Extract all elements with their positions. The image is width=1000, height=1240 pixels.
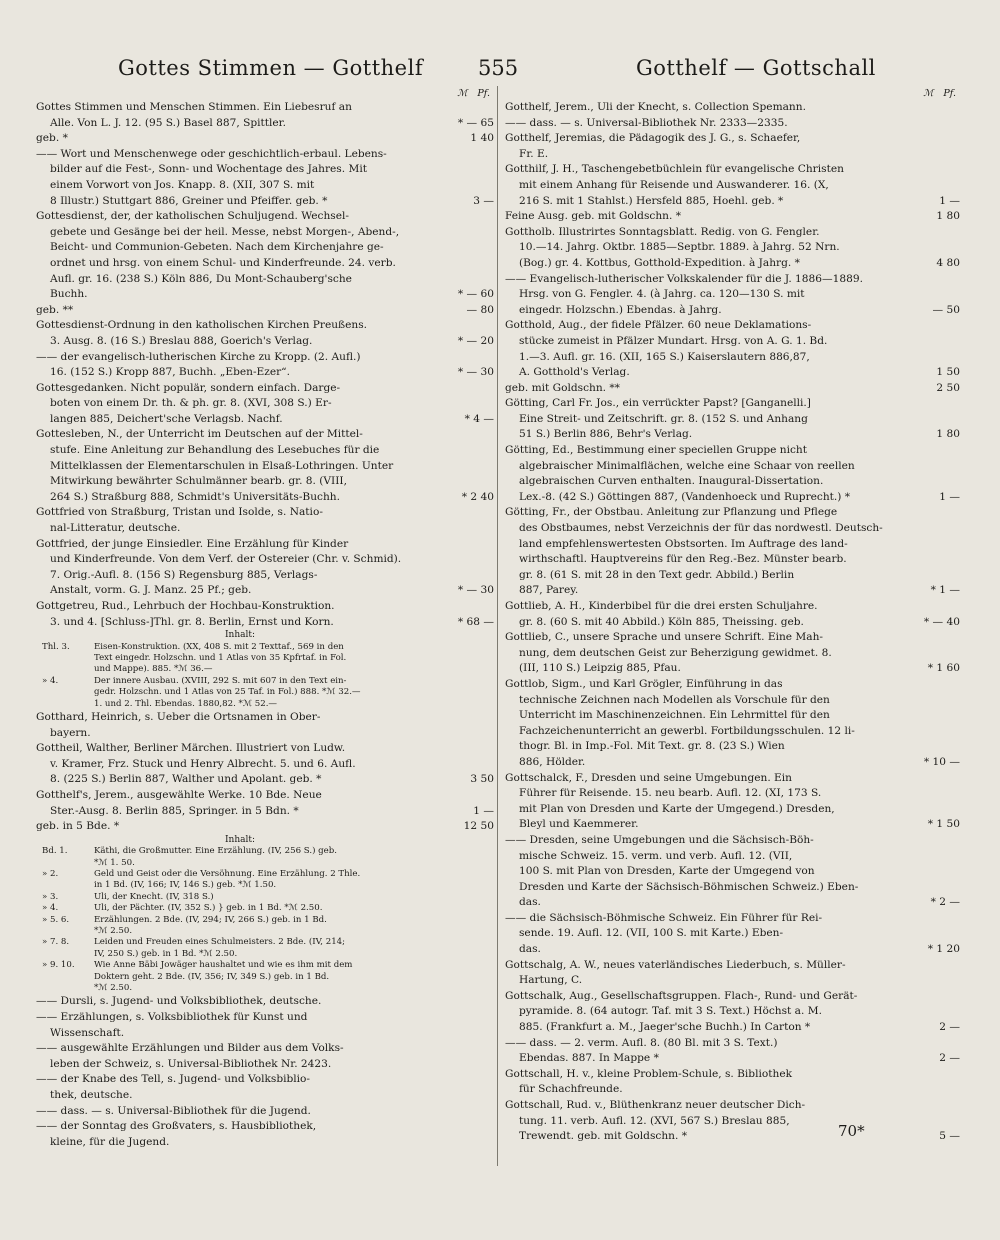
entry-price: * 1 50 [927,818,960,831]
entry-text: —— Erzählungen, s. Volksbibliothek für Kunst und Wissenschaft. [36,1011,308,1039]
running-head-left: Gottes Stimmen — Gotthelf [118,56,424,80]
entry-price: 1 50 [936,366,960,379]
entry-text: Gottesdienst-Ordnung in den katholischen Kirchen Preußens. 3. Ausg. 8. (16 S.) Breslau 888, Goerich's Verlag. [36,319,368,347]
entry-price: * — 20 [457,334,494,347]
entry-text: Gotthelf, Jerem., Uli der Knecht, s. Collection Spemann. [505,101,806,113]
catalog-entry [36,505,494,536]
entry-text: —— die Sächsisch-Böhmische Schweiz. Ein Führer für Rei- sende. 19. Aufl. 12. (VII, 100 S. mit Karte.) Eben- das. [505,911,823,956]
catalog-entry [505,1098,960,1145]
unit-mark: ℳ [457,88,468,99]
contents-row [42,892,438,903]
catalog-entry [505,1036,960,1067]
contents-block [36,835,494,995]
catalog-entry [505,396,960,443]
catalog-entry [36,788,494,819]
entry-text: geb. ** [36,303,74,316]
entry-text: geb. in 5 Bde. * [36,820,120,833]
entry-text: —— der Knabe des Tell, s. Jugend- und Volksbiblio- thek, deutsche. [36,1073,311,1102]
catalog-entry [36,350,494,381]
volume-number: » 7. 8. [42,937,70,948]
entry-price: * 2 40 [461,490,494,503]
volume-description: Käthi, die Großmutter. Eine Erzählung. (IV, 256 S.) geb. *ℳ 1. 50. [94,846,337,868]
catalog-entry [36,131,494,147]
entry-price: 1 80 [936,428,960,441]
volume-description: Geld und Geist oder die Versöhnung. Eine Erzählung. 2 Thle. in 1 Bd. (IV, 166; IV, 146 S.) geb. *ℳ 1.50. [94,869,361,891]
volume-number: » 5. 6. [42,914,70,925]
entry-price: 2 50 [936,381,960,394]
catalog-entry [505,318,960,380]
contents-row [42,960,438,994]
entry-price: * 4 — [464,412,494,425]
catalog-entry [36,381,494,428]
volume-number: Thl. 3. [42,641,70,652]
entry-text: Gottesleben, N., der Unterricht im Deutschen auf der Mittel- stufe. Eine Anleitung zur Behandlung des Lesebuches für die Mittelklassen der Elementarschulen in Elsaß-Lothringen. Unter Mitwirkung bewährter Schulmänner bearb. gr. 8. (VIII, 264 S.) Straßburg 888, Schmidt's Universitäts-Buchh. [36,428,394,503]
entry-text: —— dass. — 2. verm. Aufl. 8. (80 Bl. mit 3 S. Text.) Ebendas. 887. In Mappe * [505,1036,778,1065]
entry-text: Gottesdienst, der, der katholischen Schuljugend. Wechsel- gebete und Gesänge bei der heil. Messe, nebst Morgen-, Abend-, Beicht- und Communion-Gebeten. Nach dem Kirchenjahre ge- ordnet und hrsg. von einem Schul- und Kinderfreunde. 24. verb. Aufl. gr. 16. (238 S.) Köln 886, Du Mont-Schauberg'sche Buchh. [36,210,400,301]
catalog-entry [36,741,494,788]
entry-text: Gottlieb, C., unsere Sprache und unsere Schrift. Eine Mah- nung, dem deutschen Geist zur Beherzigung gewidmet. 8. (III, 110 S.) Leipzig 885, Pfau. [505,631,832,675]
catalog-entry [505,100,960,116]
catalog-entry [505,131,960,162]
entry-text: Gottschalck, F., Dresden und seine Umgebungen. Ein Führer für Reisende. 15. neu bearb. Aufl. 12. (XI, 173 S. mit Plan von Dresden und Karte der Umgegend.) Dresden, Bleyl und Kaemmerer. [505,771,835,831]
entry-text: Götting, Ed., Bestimmung einer speciellen Gruppe nicht algebraischer Minimalflächen, welche eine Schaar von reellen algebraischen Curven enthalten. Inaugural-Dissertation. Lex.-8. (42 S.) Göttingen 887, (Vandenhoeck und Ruprecht.) * [505,444,855,503]
catalog-entry [36,1072,494,1103]
catalog-entry [505,958,960,989]
volume-description: Eisen-Konstruktion. (XX, 408 S. mit 2 Texttaf., 569 in den Text eingedr. Holzschn. und 1 Atlas von 35 Kpfrtaf. in Fol. und Mappe). 885. *ℳ 36.— [94,641,347,675]
entry-text: —— Dresden, seine Umgebungen und die Sächsisch-Böh- mische Schweiz. 15. verm. und verb. Aufl. 12. (VII, 100 S. mit Plan von Dresden, Karte der Umgegend von Dresden und Karte der Sächsisch-Böhmischen Schweiz.) Eben- das. [505,833,859,909]
entry-group [36,100,494,630]
entry-text: geb. * [36,132,68,145]
entry-price: 12 50 [463,820,494,833]
entry-text: —— Wort und Menschenwege oder geschichtlich-erbaul. Lebens- bilder auf die Fest-, Sonn- und Wochentage des Jahres. Mit einem Vorwort von Jos. Knapp. 8. (XII, 307 S. mit 8 Illustr.) Stuttgart 886, Greiner und Pfeiffer. geb. * [36,147,387,207]
entry-price: 1 — [939,490,960,503]
entry-text: Gottschalk, Aug., Gesellschaftsgruppen. Flach-, Rund- und Gerät- pyramide. 8. (64 autogr. Taf. mit 3 S. Text.) Höchst a. M. 885. (Frankfurt a. M., Jaeger'sche Buchh.) In Carton * [505,989,858,1034]
entry-price: 5 — [939,1130,960,1143]
entry-price: 1 — [473,804,494,817]
catalog-entry [505,505,960,599]
volume-description: Erzählungen. 2 Bde. (IV, 294; IV, 266 S.) geb. in 1 Bd. *ℳ 2.50. [94,914,327,937]
catalog-entry [36,147,494,209]
catalog-entry [505,381,960,397]
unit-mark: ℳ [923,88,934,99]
volume-number: Bd. 1. [42,846,68,857]
signature-mark: 70* [838,1122,865,1140]
catalog-entry [36,1104,494,1120]
entry-text: Gottfried, der junge Einsiedler. Eine Erzählung für Kinder und Kinderfreunde. Von dem Verf. der Ostereier (Chr. v. Schmid). 7. Orig.-Aufl. 8. (156 S) Regensburg 885, Verlags- Anstalt, vorm. G. J. Manz. 25 Pf.; geb. [36,537,402,597]
volume-description: Wie Anne Bäbi Jowäger haushaltet und wie es ihm mit dem Doktern geht. 2 Bde. (IV, 356; IV, 349 S.) geb. in 1 Bd. *ℳ 2.50. [94,960,353,994]
volume-number: » 4. [42,903,59,914]
entry-text: Gottgetreu, Rud., Lehrbuch der Hochbau-Konstruktion. 3. und 4. [Schluss-]Thl. gr. 8. Berlin, Ernst und Korn. [36,600,335,628]
entry-text: —— ausgewählte Erzählungen und Bilder aus dem Volks- leben der Schweiz, s. Universal-Bibliothek Nr. 2423. [36,1042,344,1070]
entry-price: * 2 — [930,896,960,909]
entry-group [505,100,960,1145]
right-column [505,88,960,1145]
contents-row [42,915,438,938]
catalog-entry [505,989,960,1036]
contents-row [42,903,438,914]
volume-description: Uli, der Pächter. (IV, 352 S.) } geb. in 1 Bd. *ℳ 2.50. [94,903,323,914]
catalog-entry [36,1010,494,1041]
entry-text: Götting, Fr., der Obstbau. Anleitung zur Pflanzung und Pflege des Obstbaumes, nebst Verzeichnis der für das nordwestl. Deutsch- land empfehlenswertesten Obstsorten. Im Auftrage des land- wirthschaftl. Hauptvereins für den Reg.-Bez. Münster bearb. gr. 8. (61 S. mit 28 in den Text gedr. Abbild.) Berlin 887, Parey. [505,506,883,597]
catalog-entry [505,771,960,833]
volume-number [42,699,94,710]
entry-text: —— Dursli, s. Jugend- und Volksbibliothek, deutsche. [36,995,322,1008]
volume-number: » 3. [42,891,59,902]
catalog-entry [505,677,960,771]
entry-text: —— Evangelisch-lutherischer Volkskalender für die J. 1886—1889. Hrsg. von G. Fengler. 4. (à Jahrg. ca. 120—130 S. mit eingedr. Holzschn.) Ebendas. à Jahrg. [505,272,863,316]
entry-price: * 1 60 [927,662,960,675]
entry-price: * — 30 [457,366,494,379]
catalog-entry [505,116,960,132]
contents-row [42,642,438,676]
volume-number: » 2. [42,869,59,879]
catalog-entry [36,303,494,319]
volume-description: Uli, der Knecht. (IV, 318 S.) [94,891,214,902]
entry-text: Gottholb. Illustrirtes Sonntagsblatt. Redig. von G. Fengler. 10.—14. Jahrg. Oktbr. 1885—Septbr. 1889. à Jahrg. 52 Nrn. (Bog.) gr. 4. Kottbus, Gotthold-Expedition. à Jahrg. * [505,225,840,269]
contents-row [42,699,438,710]
entry-text: Gottlob, Sigm., und Karl Grögler, Einführung in das technische Zeichnen nach Modellen als Vorschule für den Unterricht im Maschinenzeichnen. Ein Lehrmittel für den Fachzeichenunterricht an gewerbl. Fortbildungsschulen. 12 li- thogr. Bl. in Imp.-Fol. Mit Text. gr. 8. (23 S.) Wien 886, Hölder. [505,677,855,768]
catalog-entry [505,272,960,319]
entry-text: Gottes Stimmen und Menschen Stimmen. Ein Liebesruf an Alle. Von L. J. 12. (95 S.) Basel 887, Spittler. [36,101,352,129]
entry-price: * — 40 [923,615,960,628]
unit-pf: Pf. [477,88,490,99]
entry-price: * 10 — [923,755,960,768]
volume-number: » 4. [42,675,59,686]
entry-price: 1 — [939,194,960,207]
column-divider [497,86,498,1166]
unit-pf: Pf. [943,88,956,99]
entry-text: Gotthelf, Jeremias, die Pädagogik des J. G., s. Schaefer, Fr. E. [505,132,801,160]
volume-description: 1. und 2. Thl. Ebendas. 1880,82. *ℳ 52.— [94,698,278,709]
catalog-entry [505,1067,960,1098]
contents-row [42,846,438,869]
catalog-entry [505,911,960,958]
entry-text: Gottschall, H. v., kleine Problem-Schule, s. Bibliothek für Schachfreunde. [505,1067,793,1096]
volume-description: Der innere Ausbau. (XVIII, 292 S. mit 607 in den Text ein- gedr. Holzschn. und 1 Atlas von 25 Taf. in Fol.) 888. *ℳ 32.— [94,675,361,698]
entry-text: Gottfried von Straßburg, Tristan und Isolde, s. Natio- nal-Litteratur, deutsche. [36,506,323,535]
contents-label: Inhalt: [224,834,256,845]
catalog-entry [36,318,494,349]
catalog-entry [36,599,494,630]
units-header [36,88,494,100]
entry-text: Gottesgedanken. Nicht populär, sondern einfach. Darge- boten von einem Dr. th. & ph. gr. 8. (XVI, 308 S.) Er- langen 885, Deichert'sche Verlagsb. Nachf. [36,381,341,425]
catalog-entry [36,1119,494,1150]
contents-block [36,630,494,710]
catalog-entry [505,162,960,209]
entry-text: —— der evangelisch-lutherischen Kirche zu Kropp. (2. Aufl.) 16. (152 S.) Kropp 887, Buchh. „Eben-Ezer“. [36,350,361,379]
entry-text: Gotthold, Aug., der fidele Pfälzer. 60 neue Deklamations- stücke zumeist in Pfälzer Mundart. Hrsg. von A. G. 1. Bd. 1.—3. Aufl. gr. 16. (XII, 165 S.) Kaiserslautern 886,87, A. Gotthold's Verlag. [505,319,828,379]
catalog-entry [36,427,494,505]
catalog-entry [36,1041,494,1072]
entry-text: Gotthelf's, Jerem., ausgewählte Werke. 10 Bde. Neue Ster.-Ausg. 8. Berlin 885, Springer. in 5 Bdn. * [36,789,322,817]
entry-text: —— dass. — s. Universal-Bibliothek Nr. 2333—2335. [505,116,788,129]
entry-text: —— der Sonntag des Großvaters, s. Hausbibliothek, kleine, für die Jugend. [36,1120,317,1148]
entry-price: 1 40 [470,132,494,145]
entry-price: * — 30 [457,584,494,597]
volume-description: Leiden und Freuden eines Schulmeisters. 2 Bde. (IV, 214; IV, 250 S.) geb. in 1 Bd. *ℳ 2.50. [94,937,346,959]
catalog-entry [36,994,494,1010]
catalog-entry [505,209,960,225]
entry-group [36,994,494,1150]
entry-price: * 1 20 [927,943,960,956]
entry-price: 2 — [939,1052,960,1065]
page-number: 555 [478,56,519,80]
entry-text: Gotthilf, J. H., Taschengebetbüchlein für evangelische Christen mit einem Anhang für Reisende und Auswanderer. 16. (X, 216 S. mit 1 Stahlst.) Hersfeld 885, Hoehl. geb. * [505,163,844,207]
entry-text: Gottlieb, A. H., Kinderbibel für die drei ersten Schuljahre. gr. 8. (60 S. mit 40 Abbild.) Köln 885, Theissing. geb. [505,600,818,628]
entry-text: Gotthard, Heinrich, s. Ueber die Ortsnamen in Ober- bayern. [36,711,321,739]
entry-price: — 50 [932,303,960,316]
entry-price: 4 80 [936,256,960,269]
entry-text: —— dass. — s. Universal-Bibliothek für die Jugend. [36,1104,311,1117]
entry-group [36,710,494,835]
entry-text: Gottschall, Rud. v., Blüthenkranz neuer deutscher Dich- tung. 11. verb. Aufl. 12. (XVI, 567 S.) Breslau 885, Trewendt. geb. mit Goldschn. * [505,1099,806,1143]
entry-text: Gottheil, Walther, Berliner Märchen. Illustriert von Ludw. v. Kramer, Frz. Stuck und Henry Albrecht. 5. und 6. Aufl. 8. (225 S.) Berlin 887, Walther und Apolant. geb. * [36,742,356,786]
catalog-entry [505,833,960,911]
entry-text: Feine Ausg. geb. mit Goldschn. * [505,210,681,223]
entry-price: — 80 [466,303,494,316]
entry-price: * 68 — [457,615,494,628]
catalog-entry [36,100,494,131]
entry-text: geb. mit Goldschn. ** [505,381,620,394]
units-header [505,88,960,100]
volume-number: » 9. 10. [42,960,75,971]
contents-label: Inhalt: [224,630,256,641]
catalog-entry [36,209,494,303]
contents-row [42,869,438,892]
catalog-entry [36,819,494,835]
entry-price: 3 — [473,194,494,207]
entry-text: Götting, Carl Fr. Jos., ein verrückter Papst? [Ganganelli.] Eine Streit- und Zeitschrift. gr. 8. (152 S. und Anhang 51 S.) Berlin 886, Behr's Verlag. [505,397,811,441]
entry-price: * — 60 [457,288,494,301]
entry-price: * 1 — [930,584,960,597]
entry-text: Gottschalg, A. W., neues vaterländisches Liederbuch, s. Müller- Hartung, C. [505,958,846,987]
contents-row [42,937,438,960]
entry-price: 2 — [939,1021,960,1034]
catalog-entry [36,710,494,741]
catalog-entry [505,599,960,630]
catalog-entry [36,537,494,599]
entry-price: * — 65 [457,116,494,129]
catalog-entry [505,630,960,677]
contents-row [42,676,438,699]
catalog-entry [505,443,960,505]
catalog-entry [505,225,960,272]
left-column [36,88,494,1150]
running-head-right: Gotthelf — Gottschall [636,56,876,80]
entry-price: 3 50 [470,773,494,786]
entry-price: 1 80 [936,210,960,223]
